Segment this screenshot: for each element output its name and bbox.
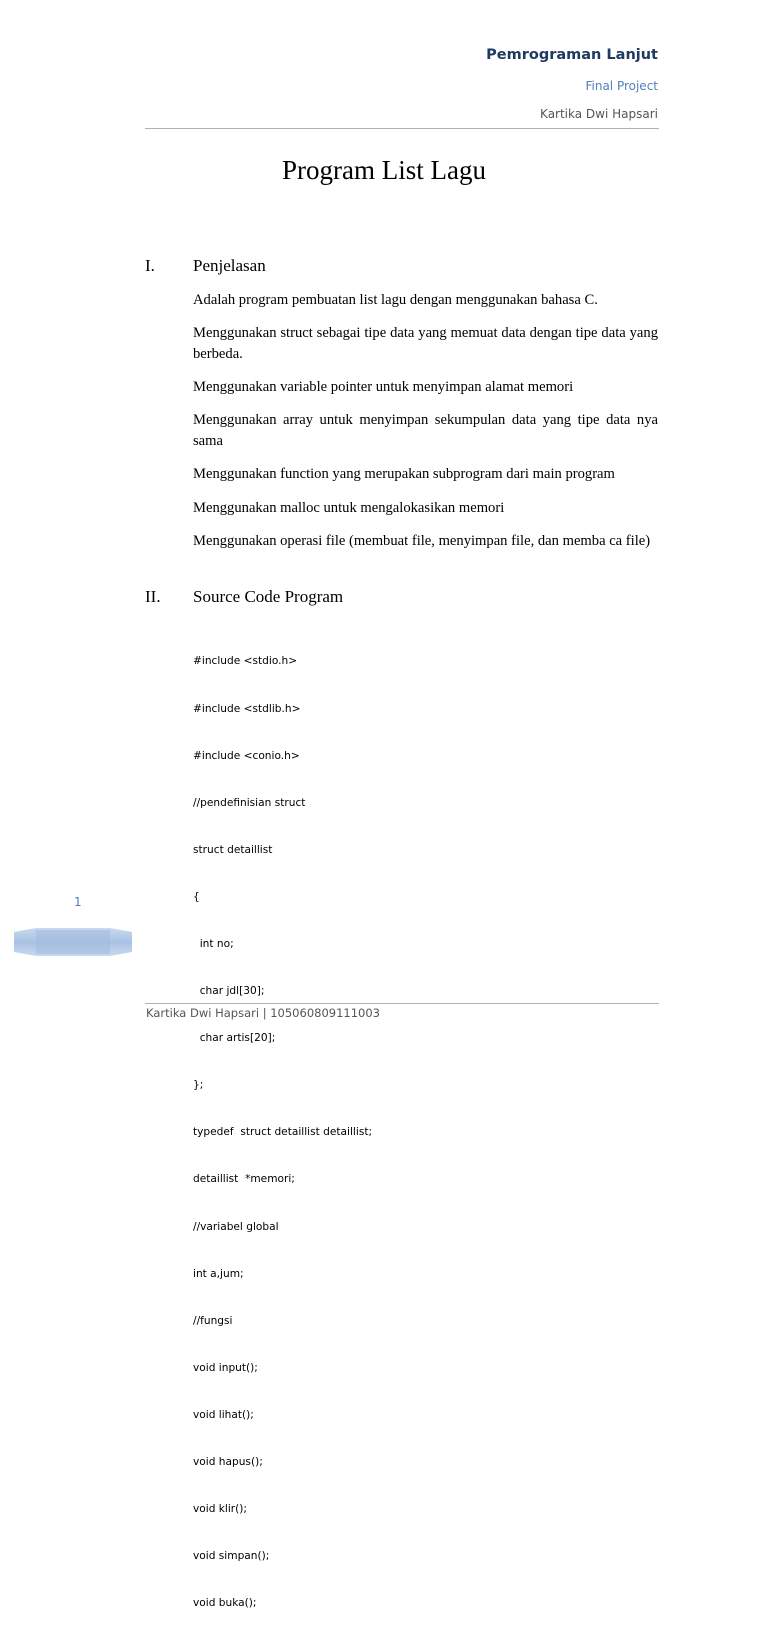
code-line: //fungsi <box>193 1314 233 1327</box>
code-line: void buka(); <box>193 1597 257 1610</box>
explanation-paragraph: Menggunakan malloc untuk mengalokasikan memori <box>193 500 505 516</box>
header-divider <box>145 128 659 129</box>
explanation-paragraph: Menggunakan array untuk menyimpan sekumpulan data yang tipe data nya sama <box>193 412 658 449</box>
code-line: detaillist *memori; <box>193 1173 295 1186</box>
header-project-label: Final Project <box>585 79 658 93</box>
explanation-paragraph: Menggunakan struct sebagai tipe data yang memuat data dengan tipe data yang berbeda. <box>193 325 658 362</box>
section-number: I. <box>145 256 155 275</box>
code-line: }; <box>193 1079 204 1092</box>
code-line: void simpan(); <box>193 1550 270 1563</box>
code-line: void klir(); <box>193 1503 247 1516</box>
page-tab-decoration <box>14 928 132 956</box>
section-title: Source Code Program <box>193 587 344 606</box>
code-line: //pendefinisian struct <box>193 796 306 809</box>
explanation-paragraph: Menggunakan variable pointer untuk menyimpan alamat memori <box>193 379 574 395</box>
code-line: int no; <box>193 937 234 950</box>
code-line: #include <conio.h> <box>193 749 300 762</box>
section-title: Penjelasan <box>193 256 266 275</box>
code-line: struct detaillist <box>193 843 273 856</box>
explanation-paragraph: Menggunakan operasi file (membuat file, menyimpan file, dan memba ca file) <box>193 533 651 549</box>
section-number: II. <box>145 587 161 606</box>
source-code-block <box>193 623 372 1628</box>
code-line: void lihat(); <box>193 1408 254 1421</box>
footer-author-id: Kartika Dwi Hapsari | 105060809111003 <box>146 1006 380 1020</box>
explanation-paragraph: Adalah program pembuatan list lagu dengan menggunakan bahasa C. <box>193 292 598 308</box>
header-course-name: Pemrograman Lanjut <box>486 47 658 63</box>
code-line: #include <stdlib.h> <box>193 702 301 715</box>
code-line: char jdl[30]; <box>193 985 265 998</box>
code-line: void hapus(); <box>193 1456 263 1468</box>
code-line: #include <stdio.h> <box>193 655 298 668</box>
code-line: char artis[20]; <box>193 1032 276 1045</box>
page-number: 1 <box>74 895 82 909</box>
explanation-paragraph: Menggunakan function yang merupakan subprogram dari main program <box>193 466 615 482</box>
document-title: Program List Lagu <box>282 155 486 185</box>
footer-divider <box>145 1003 659 1004</box>
code-line: int a,jum; <box>193 1267 244 1280</box>
code-line: void input(); <box>193 1361 258 1374</box>
code-line: { <box>193 890 200 903</box>
code-line: typedef struct detaillist detaillist; <box>193 1126 373 1139</box>
header-author: Kartika Dwi Hapsari <box>540 107 658 121</box>
code-line: //variabel global <box>193 1220 279 1233</box>
